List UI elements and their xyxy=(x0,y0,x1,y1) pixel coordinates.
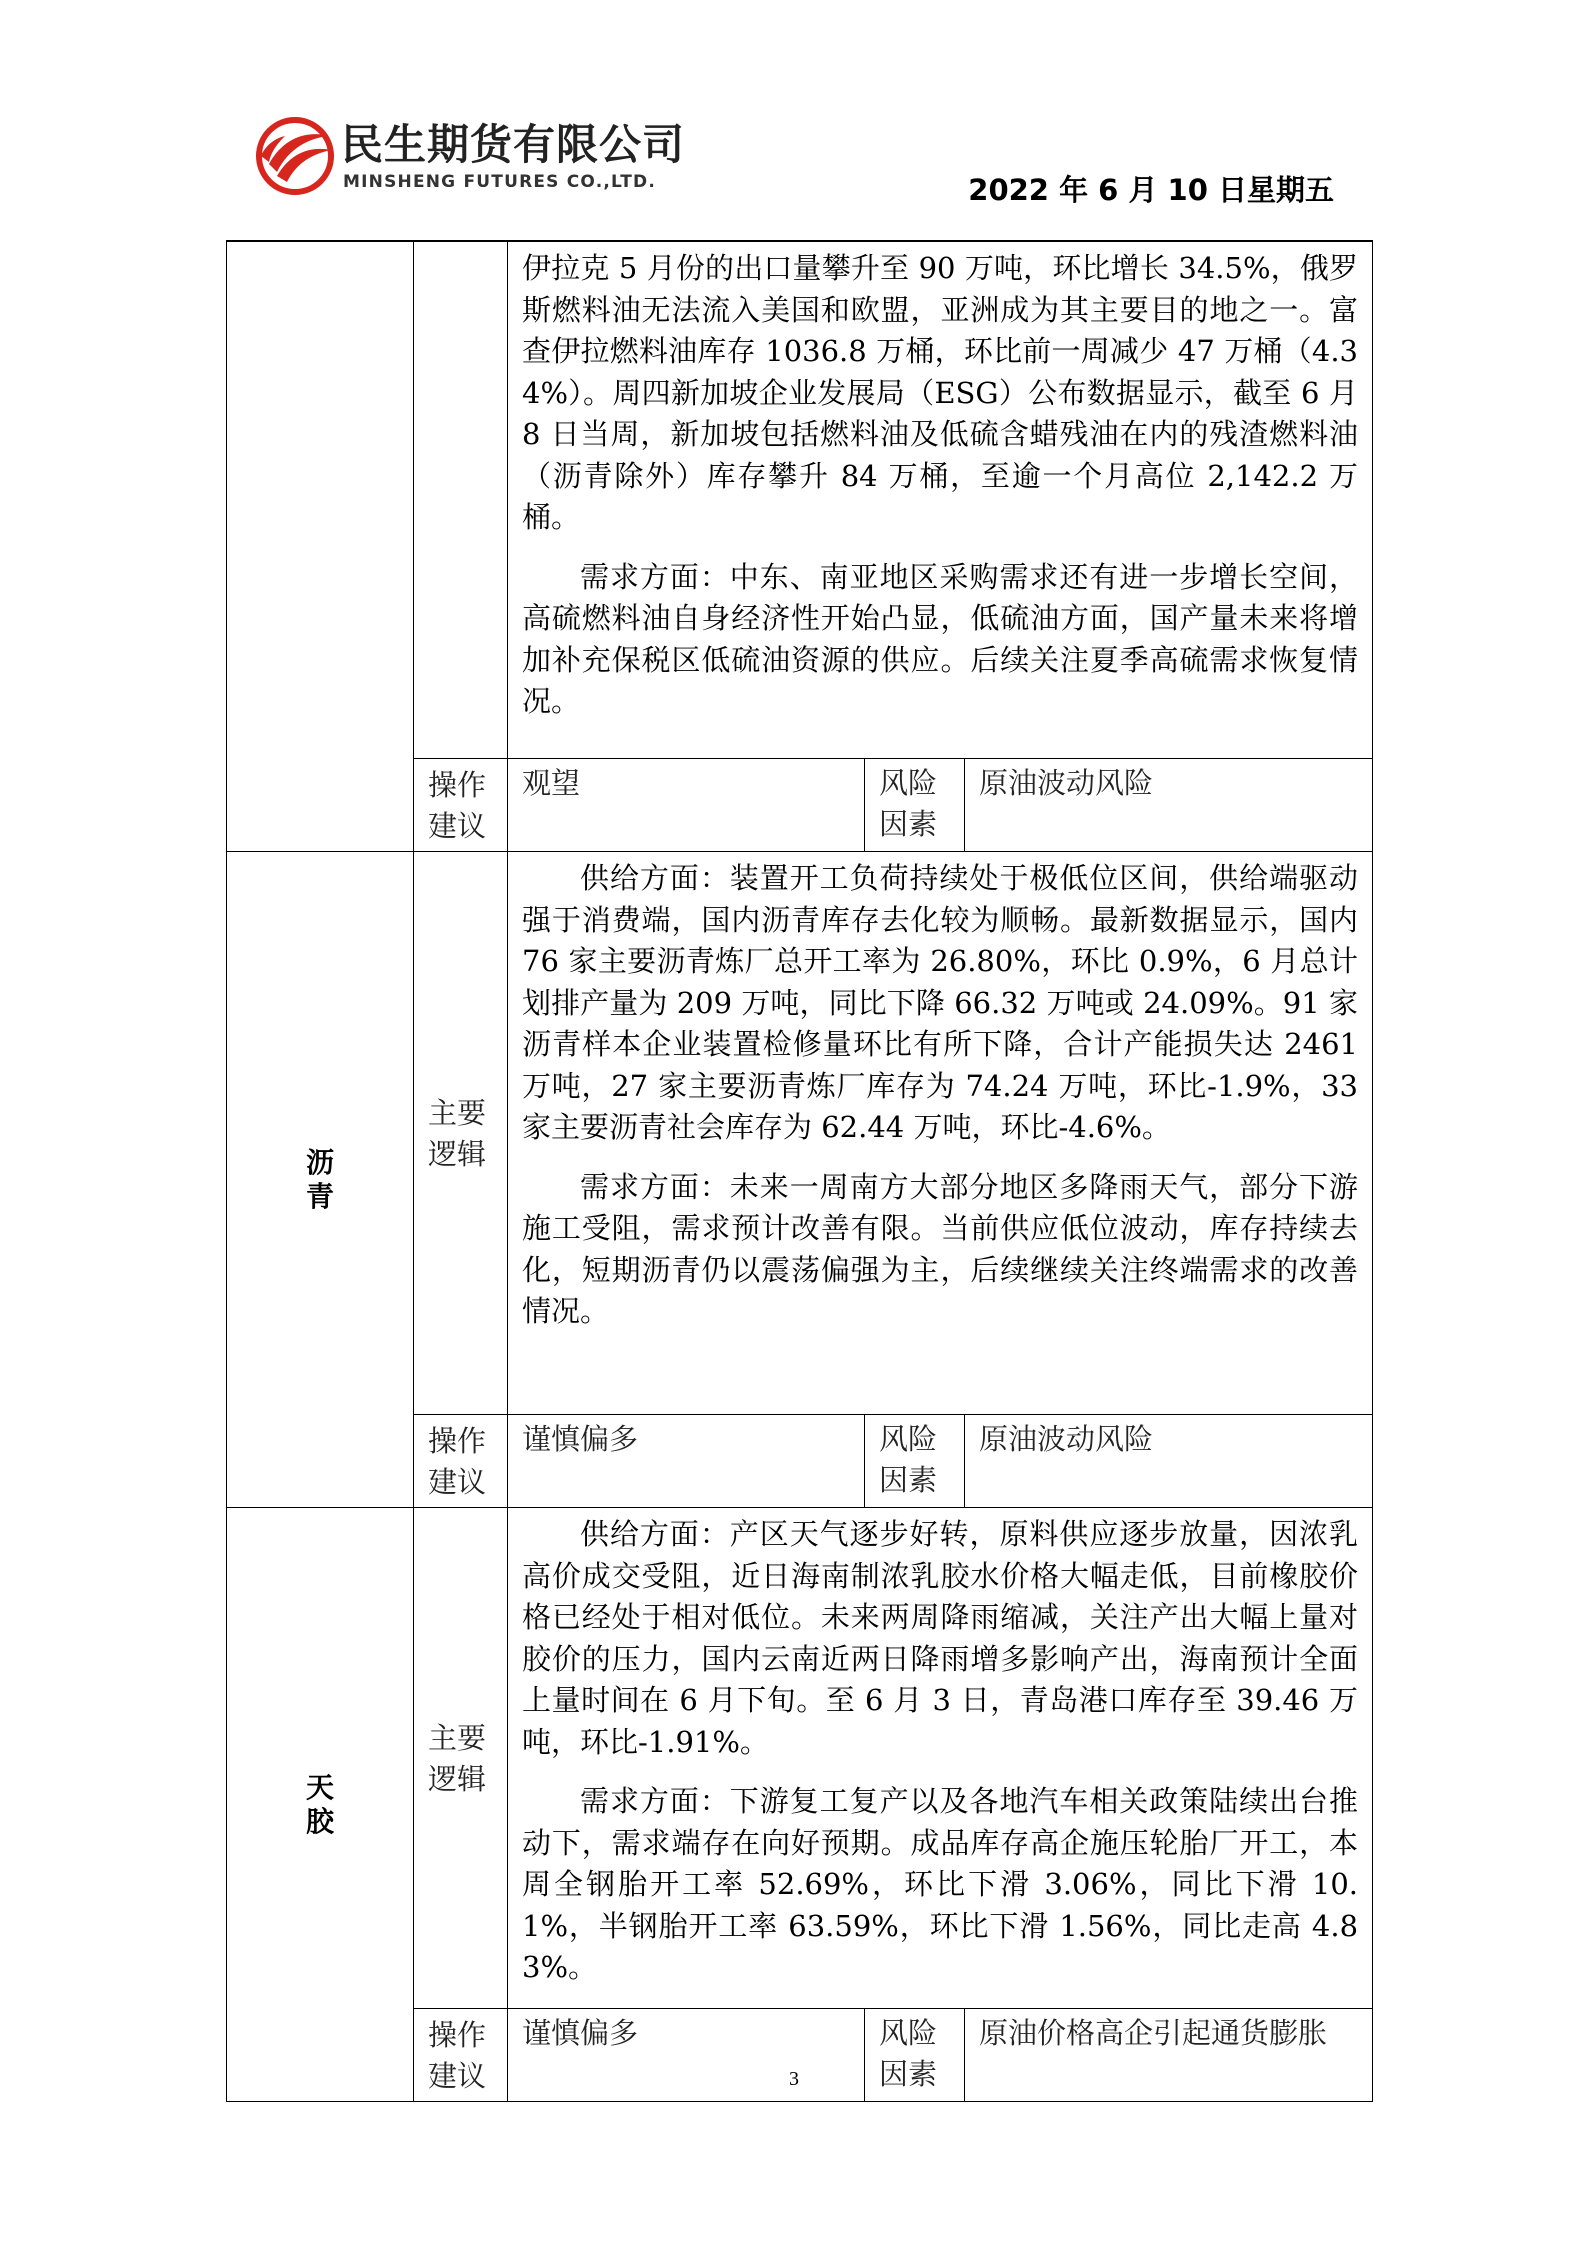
asphalt-logic-content xyxy=(508,852,1373,1415)
asphalt-op-value: 谨慎偏多 xyxy=(508,1415,865,1508)
rubber-demand-paragraph: 需求方面：下游复工复产以及各地汽车相关政策陆续出台推动下，需求端存在向好预期。成品库存高企施压轮胎厂开工，本周全钢胎开工率 52.69%，环比下滑 3.06%，同比下滑 10.1%，半钢胎开工率 63.59%，环比下滑 1.56%，同比走高 4.83%。 xyxy=(522,1784,1359,1984)
asphalt-demand-paragraph: 需求方面：未来一周南方大部分地区多降雨天气，部分下游施工受阻，需求预计改善有限。当前供应低位波动，库存持续去化，短期沥青仍以震荡偏强为主，后续继续关注终端需求的改善情况。 xyxy=(522,1169,1359,1328)
report-date: 2022 年 6 月 10 日星期五 xyxy=(968,173,1334,207)
rubber-op-value: 谨慎偏多 xyxy=(508,2009,865,2102)
rubber-category-cell: 天胶 xyxy=(227,1508,414,2102)
rubber-supply-paragraph: 供给方面：产区天气逐步好转，原料供应逐步放量，因浓乳高价成交受阻，近日海南制浓乳胶水价格大幅走低，目前橡胶价格已经处于相对低位。未来两周降雨缩减，关注产出大幅上量对胶价的压力，国内云南近两日降雨增多影响产出，海南预计全面上量时间在 6 月下旬。至 6 月 3 日，青岛港口库存至 39.46 万吨，环比-1.91%。 xyxy=(522,1517,1359,1759)
asphalt-logic-label: 主要逻辑 xyxy=(414,852,508,1415)
company-logo xyxy=(255,110,725,200)
minsheng-logo-icon xyxy=(255,116,335,196)
rubber-logic-label: 主要逻辑 xyxy=(414,1508,508,2009)
rubber-risk-value: 原油价格高企引起通货膨胀 xyxy=(965,2009,1373,2102)
fuel-supply-paragraph: 伊拉克 5 月份的出口量攀升至 90 万吨，环比增长 34.5%，俄罗斯燃料油无法流入美国和欧盟，亚洲成为其主要目的地之一。富查伊拉燃料油库存 1036.8 万桶，环比前一周减少 47 万桶（4.34%）。周四新加坡企业发展局（ESG）公布数据显示，截至 6 月 8 日当周，新加坡包括燃料油及低硫含蜡残油在内的残渣燃料油（沥青除外）库存攀升 84 万桶，至逾一个月高位 2,142.2 万桶。 xyxy=(522,251,1359,534)
fuel-logic-content xyxy=(508,241,1373,759)
asphalt-op-label: 操作建议 xyxy=(414,1415,508,1508)
rubber-op-label: 操作建议 xyxy=(414,2009,508,2102)
fuel-demand-paragraph: 需求方面：中东、南亚地区采购需求还有进一步增长空间，高硫燃料油自身经济性开始凸显，低硫油方面，国产量未来将增加补充保税区低硫油资源的供应。后续关注夏季高硫需求恢复情况。 xyxy=(522,559,1359,718)
logo-chinese-name: 民生期货有限公司 xyxy=(341,120,686,169)
rubber-logic-content xyxy=(508,1508,1373,2009)
logo-english-name: MINSHENG FUTURES CO.,LTD. xyxy=(343,172,656,192)
analysis-table xyxy=(226,240,1373,2102)
fuel-op-label: 操作建议 xyxy=(414,759,508,852)
page-number: 3 xyxy=(789,2068,799,2090)
fuel-logic-row xyxy=(227,241,1373,759)
fuel-category-cell xyxy=(227,241,414,852)
fuel-op-value: 观望 xyxy=(508,759,865,852)
fuel-risk-label: 风险因素 xyxy=(865,759,965,852)
asphalt-category-cell: 沥青 xyxy=(227,852,414,1508)
fuel-logic-label xyxy=(414,241,508,759)
rubber-risk-label: 风险因素 xyxy=(865,2009,965,2102)
asphalt-supply-paragraph: 供给方面：装置开工负荷持续处于极低位区间，供给端驱动强于消费端，国内沥青库存去化较为顺畅。最新数据显示，国内 76 家主要沥青炼厂总开工率为 26.80%，环比 0.9%，6 月总计划排产量为 209 万吨，同比下降 66.32 万吨或 24.09%。91 家沥青样本企业装置检修量环比有所下降，合计产能损失达 2461 万吨，27 家主要沥青炼厂库存为 74.24 万吨，环比-1.9%，33 家主要沥青社会库存为 62.44 万吨，环比-4.6%。 xyxy=(522,861,1359,1144)
asphalt-risk-label: 风险因素 xyxy=(865,1415,965,1508)
fuel-risk-value: 原油波动风险 xyxy=(965,759,1373,852)
asphalt-logic-row xyxy=(227,852,1373,1415)
asphalt-risk-value: 原油波动风险 xyxy=(965,1415,1373,1508)
rubber-logic-row xyxy=(227,1508,1373,2009)
